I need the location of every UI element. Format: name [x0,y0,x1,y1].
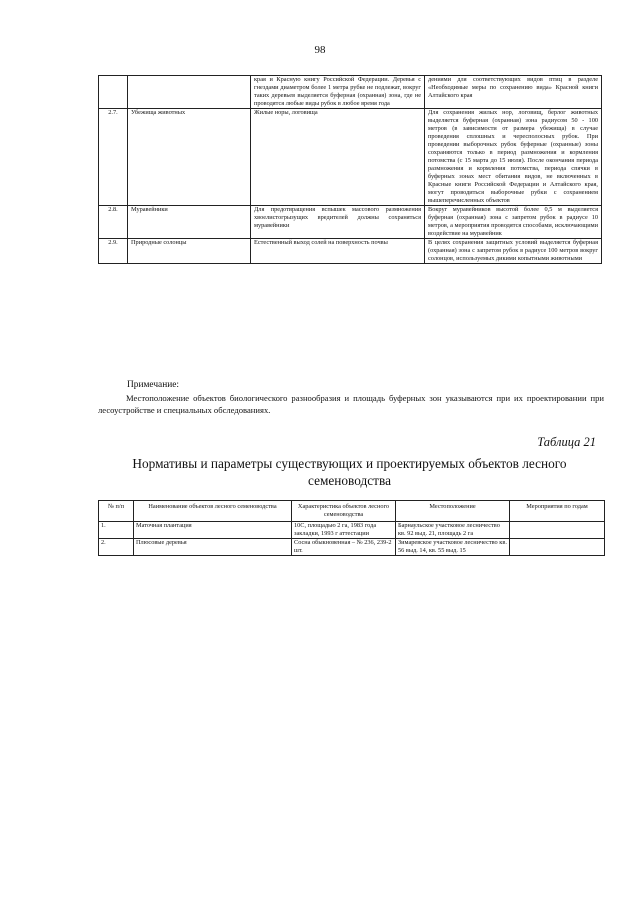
row-number: 2. [99,539,134,556]
note-label: Примечание: [127,380,180,390]
column-header: Характеристика объектов лесного семеноводства [292,501,396,522]
table-title: Нормативы и параметры существующих и проектируемых объектов лесного семеноводства [132,456,567,488]
row-number: 2.9. [99,239,128,264]
table-row [99,109,602,206]
object-measures [510,539,605,556]
habitats-table [98,75,602,264]
table-row [99,522,605,539]
object-name: Муравейники [128,206,251,239]
column-header: № п/п [99,501,134,522]
seed-objects-table [98,500,605,556]
object-measures: дениями для соответствующих видов птиц в разделе «Необходимые меры по сохранению вида» Красной книги Алтайского края [425,76,602,109]
row-number [99,76,128,109]
object-location: Зимаревское участковое лесничество кв. 56 выд. 14, кв. 55 выд. 15 [396,539,510,556]
column-header: Местоположение [396,501,510,522]
note-text: Местоположение объектов биологического разнообразия и площадь буферных зон указываются при их проектировании при лесоустройстве и специальных обследованиях. [98,393,604,415]
object-name: Плюсовые деревья [134,539,292,556]
object-measures: В целях сохранения защитных условий выделяется буферная (охранная) зона с запретом рубок в радиусе 100 метров вокруг солонцов, используемых дикими копытными животными [425,239,602,264]
table-row [99,539,605,556]
object-location: Барнаульское участковое лесничество кв. 92 выд. 21, площадь 2 га [396,522,510,539]
object-description: Естественный выход солей на поверхность почвы [251,239,425,264]
object-measures: Вокруг муравейников высотой более 0,5 м выделяется буферная (охранная) зона с запретом рубок в радиусе 10 метров, а мероприятия проводятся способами, исключающими воздействие на муравейник [425,206,602,239]
table-row [99,76,602,109]
object-name: Маточная плантация [134,522,292,539]
table-header-row [99,501,605,522]
object-description: края и Красную книгу Российской Федерации. Деревья с гнездами диаметром более 1 метра рубке не подлежат, вокруг таких деревьев выделяется буферная (охранная) зона, где не проводятся любые виды рубок в любое время года [251,76,425,109]
object-description: Для предотвращения вспышек массового размножения хвоелистогрызущих вредителей должны сохраняться муравейники [251,206,425,239]
table-row [99,206,602,239]
object-measures: Для сохранения жилых нор, логовищ, берлог животных выделяется буферная (охранная) зона радиусом 50 - 100 метров (в зависимости от размера убежища) в случае проведения сплошных и чересполосных рубок. При проведении выборочных рубок буферные (охранные) зоны сохраняются только в период размножения и кормления потомства (с 15 марта до 15 июля). После окончания периода размножения и кормления потомства, периода спячки в буферных зонах мест обитания видов, не включенных в Красные книги Российской Федерации и Алтайского края, могут проводиться выборочные рубки с сохранением вышеперечисленных объектов [425,109,602,206]
row-number: 1. [99,522,134,539]
object-description: Жилые норы, логовища [251,109,425,206]
column-header: Наименование объектов лесного семеноводства [134,501,292,522]
page-number: 98 [314,44,326,56]
row-number: 2.8. [99,206,128,239]
object-name: Убежища животных [128,109,251,206]
object-name: Природные солонцы [128,239,251,264]
object-measures [510,522,605,539]
object-characteristic: 10С, площадью 2 га, 1983 года закладки, 1993 г аттестации [292,522,396,539]
table-row [99,239,602,264]
object-characteristic: Сосна обыкновенная – № 236, 239-2 шт. [292,539,396,556]
table-label: Таблица 21 [537,435,596,449]
object-name [128,76,251,109]
row-number: 2.7. [99,109,128,206]
column-header: Мероприятия по годам [510,501,605,522]
